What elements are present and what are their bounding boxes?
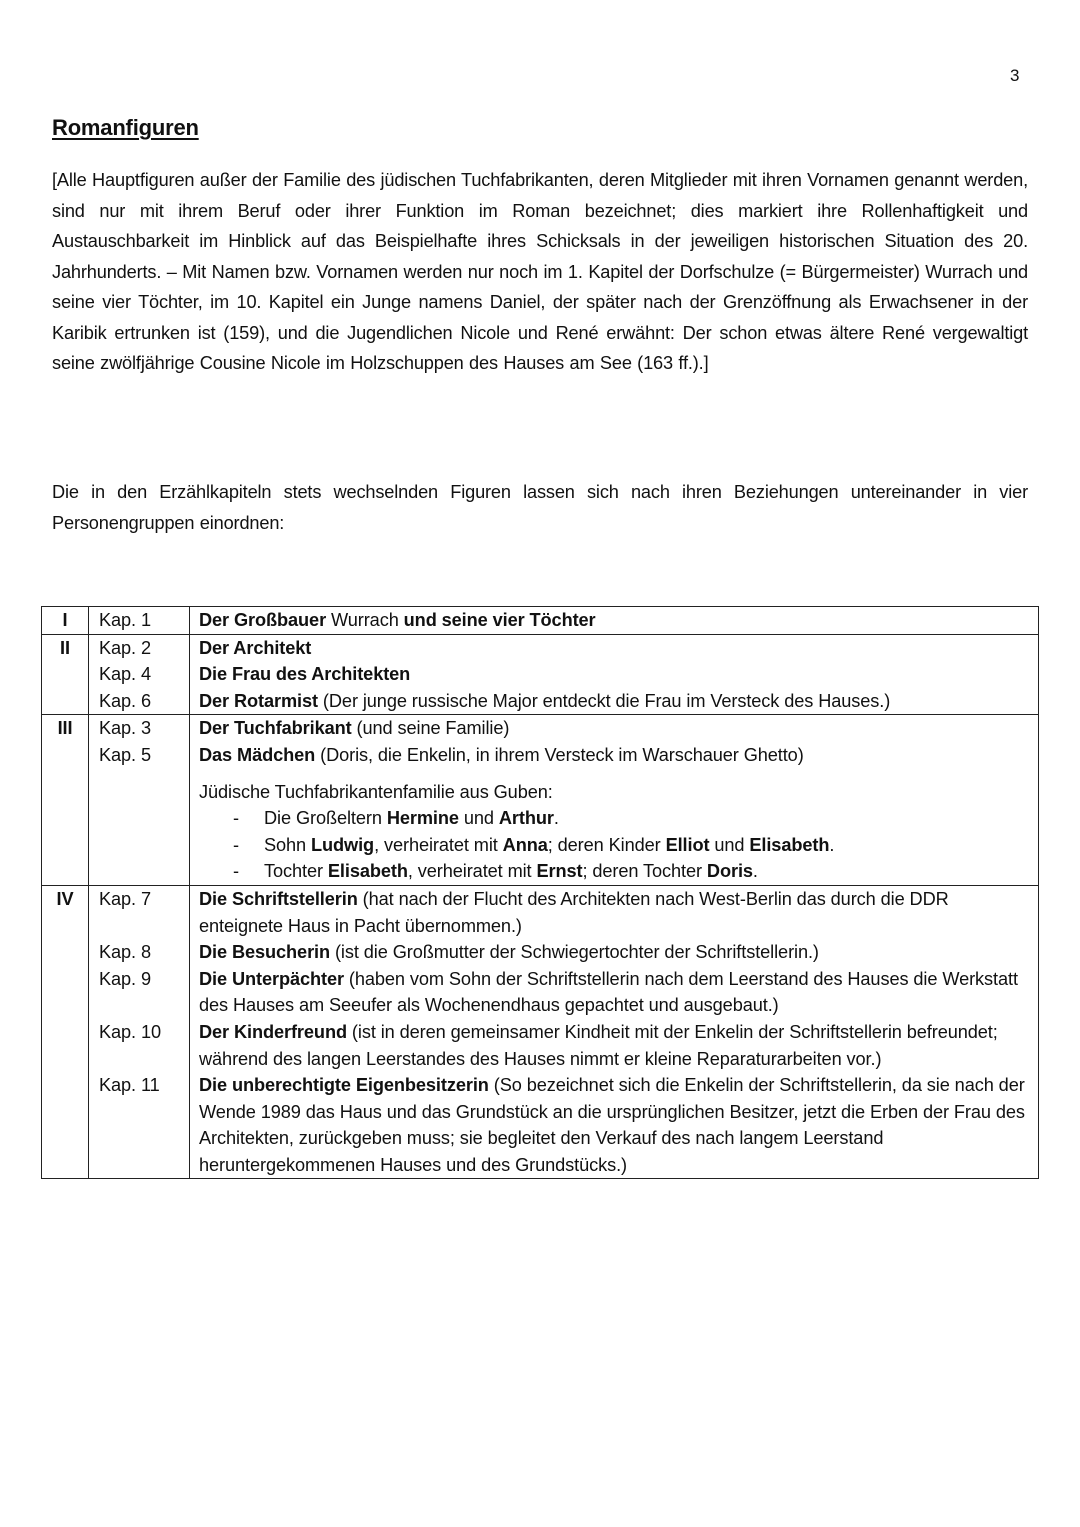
chapter-cell [89,715,190,886]
character-entry: Der Großbauer Wurrach und seine vier Töchter [199,610,596,630]
character-groups-table [41,606,1039,1179]
description-cell [190,607,1039,635]
chapter-label: Kap. 9 [99,968,151,989]
dash-bullet-icon: - [233,861,239,882]
chapter-label [99,913,189,940]
character-entry: Das Mädchen (Doris, die Enkelin, in ihrem Versteck im Warschauer Ghetto) [199,744,804,765]
group-label: II [42,634,89,715]
character-entry: Die unberechtigte Eigenbesitzerin (So bezeichnet sich die Enkelin der Schriftstellerin, da sie nach der Wende 1989 das Haus und das Grundstück an die ursprünglichen Besitzer, jetzt die Erben der Frau des Architekten, zurückgeben muss; sie begleitet den Verkauf des nach langem Leerstand heruntergekommenen Hauses und des Grundstücks.) [199,1075,1025,1175]
character-name: Die Frau des Architekten [199,664,411,685]
dash-bullet-icon: - [233,834,239,855]
chapter-label: Kap. 10 [99,1021,161,1042]
character-name: Die Besucherin [199,942,331,963]
chapter-label: Kap. 6 [99,690,151,711]
character-entry: Der Rotarmist (Der junge russische Major entdeckt die Frau im Versteck des Hauses.) [199,690,891,711]
group-label: I [42,607,89,635]
chapter-label: Kap. 1 [99,610,151,630]
chapter-label: Kap. 5 [99,744,151,765]
chapter-cell [89,885,190,1179]
chapter-cell [89,634,190,715]
section-heading: Romanfiguren [52,115,199,140]
table-row-group-3 [42,715,1039,886]
character-name: Die unberechtigte Eigenbesitzerin [199,1075,489,1096]
family-item: - Tochter Elisabeth, verheiratet mit Ernst; deren Tochter Doris. [199,858,1030,885]
description-cell [190,715,1039,886]
family-list [199,805,1030,885]
page-number: 3 [1010,66,1020,85]
family-item: - Die Großeltern Hermine und Arthur. [199,805,1030,832]
chapter-label [99,1046,189,1073]
character-entry: Die Schriftstellerin (hat nach der Flucht des Architekten nach West-Berlin das durch die DDR enteignete Haus in Pacht übernommen.) [199,888,949,936]
character-name: Der Kinderfreund [199,1021,347,1042]
dash-bullet-icon: - [233,808,239,829]
chapter-label [99,992,189,1019]
chapter-label: Kap. 2 [99,637,151,658]
intro-paragraph: [Alle Hauptfiguren außer der Familie des jüdischen Tuchfabrikanten, deren Mitglieder mit ihren Vornamen genannt werden, sind nur mit ihrem Beruf oder ihrer Funktion im Roman bezeichnet; dies markiert ihre Rollenhaftigkeit und Austauschbarkeit im Hinblick auf das Beispielhafte ihres Schicksals in der jeweiligen historischen Situation des 20. Jahrhunderts. – Mit Namen bzw. Vornamen werden nur noch im 1. Kapitel der Dorfschulze (= Bürgermeister) Wurrach und seine vier Töchter, im 10. Kapitel ein Junge namens Daniel, der später nach der Grenzöffnung als Erwachsener in der Karibik ertrunken ist (159), und die Jugendlichen Nicole und René erwähnt: Der schon etwas ältere René vergewaltigt seine zwölfjährige Cousine Nicole im Holzschuppen des Hauses am See (163 ff.).] [52,170,1028,373]
table-row-group-2 [42,634,1039,715]
chapter-label: Kap. 7 [99,888,151,909]
table-row-group-4 [42,885,1039,1179]
spacer [199,769,1030,779]
chapter-label: Kap. 3 [99,718,151,739]
character-entry [199,661,1030,688]
chapter-label: Kap. 11 [99,1075,160,1096]
group-label: III [42,715,89,886]
character-entry: Der Kinderfreund (ist in deren gemeinsamer Kindheit mit der Enkelin der Schriftstellerin befreundet; während des langen Leerstandes des Hauses nimmt er kleine Reparaturarbeiten vor.) [199,1021,998,1069]
table-row-group-1 [42,607,1039,635]
family-title: Jüdische Tuchfabrikantenfamilie aus Guben: [199,781,553,802]
character-name: Die Schriftstellerin [199,888,358,909]
character-entry: Die Unterpächter (haben vom Sohn der Schriftstellerin nach dem Leerstand des Hauses die Werkstatt des Hauses am Seeufer als Wochenendhaus gepachtet und ausgebaut.) [199,968,1018,1016]
group-label: IV [42,885,89,1179]
character-name: Das Mädchen [199,744,316,765]
character-name: Der Rotarmist [199,690,318,711]
family-item: - Sohn Ludwig, verheiratet mit Anna; deren Kinder Elliot und Elisabeth. [199,832,1030,859]
description-cell [190,634,1039,715]
character-name: Der Großbauer [199,610,327,630]
character-name: Der Architekt [199,637,312,658]
chapter-label: Kap. 8 [99,942,151,963]
character-entry: Der Tuchfabrikant (und seine Familie) [199,718,510,739]
character-name: Die Unterpächter [199,968,344,989]
lead-paragraph: Die in den Erzählkapiteln stets wechselnden Figuren lassen sich nach ihren Beziehungen untereinander in vier Personengruppen einordnen: [52,482,1028,533]
chapter-cell [89,607,190,635]
description-cell [190,885,1039,1179]
character-entry [199,635,1030,662]
chapter-label: Kap. 4 [99,664,151,685]
character-entry: Die Besucherin (ist die Großmutter der Schwiegertochter der Schriftstellerin.) [199,942,819,963]
character-name: Der Tuchfabrikant [199,718,352,739]
